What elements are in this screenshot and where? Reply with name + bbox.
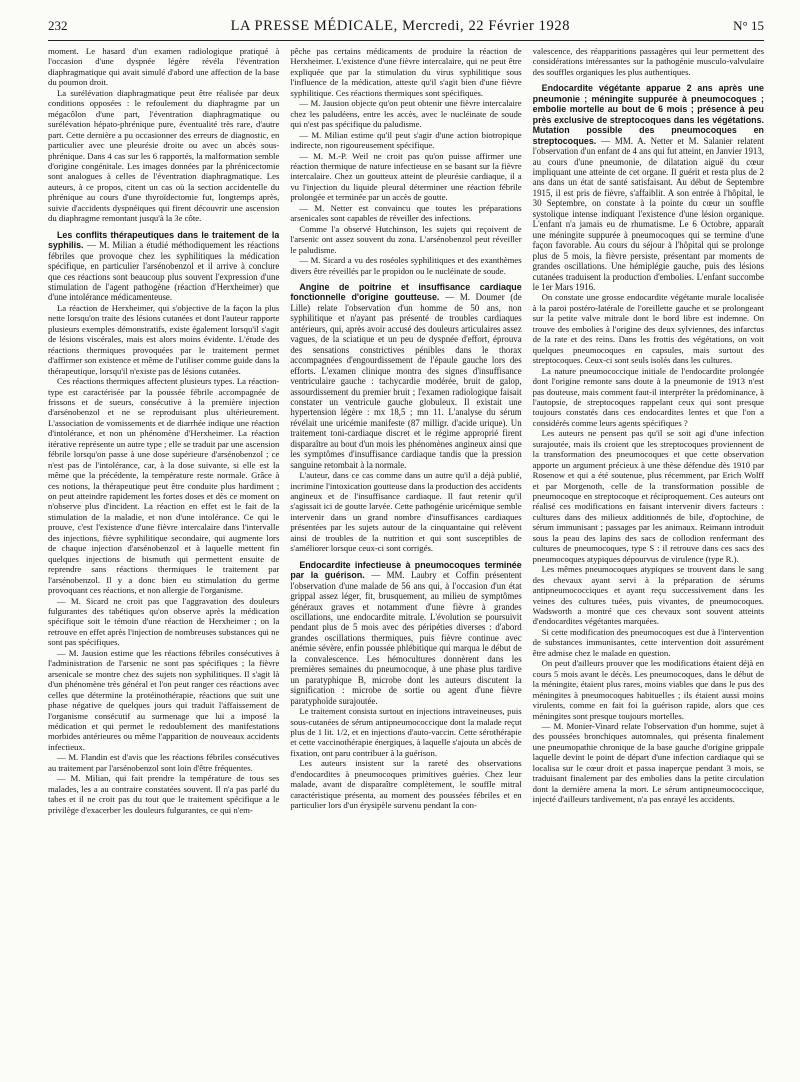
paragraph: Ces réactions thermiques affectent plusieurs types. La réaction-type est caractérisée par la poussée fébrile accompagnée de frissons et de sueurs, consécutive à la première injection d'arsénobenzol et ne se reproduisant plus ultérieurement. L'association de vomissements et de diarrhée indique une réaction d'intolérance, et non un phénomène d'Herxheimer. La réaction itérative représente un autre type ; elle se traduit par une ascension fébrile lorsqu'on passe à une dose supérieure d'arsénobenzol ; ce n'est pas de l'intolérance, car, à la dose suivante, si elle est la même que la précédente, la température reste normale. Grâce à ces notions, la thérapeutique peut être conduite plus hardiment ; on peut atteindre rapidement les fortes doses et dès ce moment on n'observe plus d'incident. La réaction en effet est le fait de la stimulation de la maladie, et non d'une intolérance. Ce qui le prouve, c'est l'existence d'une fièvre intercalaire dans l'intervalle des injections, fièvre syphilitique secondaire, qui augmente lors de chaque injection d'arsénobenzol et à laquelle mettent fin quelques injections de bismuth qui permettent ensuite de reprendre sans réactions thermiques le traitement par l'arsénobenzol. Il y a donc bien eu stimulation du germe provoquant ces réactions, et non allergie de l'organisme. xyxy=(48,376,280,596)
paragraph: — M. Monier-Vinard relate l'observation d'un homme, sujet à des poussées bronchiques automnales, qui présenta finalement une pneumopathie chronique de la base gauche d'origine grippale laquelle devint le point de départ d'une infection cardiaque qui se localisa sur le cœur droit et passa inaperçue pendant 3 mois, se traduisant finalement par des embolies dans la petite circulation dont la dernière amena la mort. Le sérum antipneumococcique, injecté d'ailleurs tardivement, n'a pas enrayé les accidents. xyxy=(532,721,764,805)
section-title: Les conflits thérapeutiques dans le traitement de la syphilis. xyxy=(48,229,280,251)
paragraph: L'auteur, dans ce cas comme dans un autre qu'il a déjà publié, incrimine l'intoxication goutteuse dans la production des accidents angineux et de l'insuffisance cardiaque. Il faut retenir qu'il s'agissait ici de goutte larvée. Cette pathogénie uricémique semble intervenir dans un grand nombre d'insuffisances cardiaques présentées par les sujets autour de la cinquantaine qui relèvent ainsi de troubles de la nutrition et qui sont susceptibles de s'améliorer lorsque ceux-ci sont corrigés. xyxy=(290,470,522,554)
paragraph: moment. Le hasard d'un examen radiologique pratiqué à l'occasion d'une dyspnée légère révéla l'éventration diaphragmatique qui avait simulé d'abord une affection de la base du poumon droit. xyxy=(48,46,280,88)
section-lead: — MM. Laubry et Coffin présentent l'observation d'une malade de 56 ans qui, à l'occasion d'un état grippal assez léger, fit, brusquement, au milieu de symptômes généraux graves et notamment d'une fièvre à grandes oscillations, une endocardite mitrale. L'évolution se poursuivit pendant plus de 5 mois avec des péripéties diverses : d'abord grandes oscillations thermiques, puis fièvre continue avec anémie sévère, enfin poussée phlébitique qui marqua le début de la convalescence. Les hémocultures donnèrent dans les premières semaines du pneumocoque, à une phase plus tardive un paratyphique B, microbe dont les auteurs discutent la signification : microbe de sortie ou agent d'une fièvre paratyphoïde surajoutée. xyxy=(290,570,522,706)
section-lead: — M. Milian a étudié méthodiquement les réactions fébriles que provoque chez les syphilitiques la médication spécifique, en particulier l'arsénobenzol et il arrive à conclure que ces réactions sont beaucoup plus souvent l'expression d'une stimulation de l'agent pathogène (réaction d'Herxheimer) que d'une intolérance médicamenteuse. xyxy=(48,240,280,303)
paragraph: Comme l'a observé Hutchinson, les sujets qui reçoivent de l'arsenic ont assez souvent du zona. L'arsénobenzol peut réveiller le paludisme. xyxy=(290,223,522,255)
paragraph: — M. Netter est convaincu que toutes les préparations arsenicales sont capables de réveiller des infections. xyxy=(290,202,522,224)
paragraph: La surélévation diaphragmatique peut être réalisée par deux conditions opposées : le refoulement du diaphragme par un mégacôlon d'une part, l'éventration diaphragmatique ou surélévation hépato-phrénique pure, éventualité très rare, d'autre part. Cette dernière a pu occasionner des erreurs de diagnostic, en particulier avec une pleurésie droite ou avec un abcès sous-phrénique. Dans 4 cas sur les 6 rapportés, la malformation semble d'origine congénitale. Les images données par la phrénicectomie sont analogues à celles de l'éventration diaphragmatique. Les auteurs, à ce propos, citent un cas où la section accidentelle du phrénique au cours d'une thyroïdectomie fut, longtemps après, suivie d'accidents dyspnéiques qui firent découvrir une ascension du diaphragme remontant jusqu'à la 3e côte. xyxy=(48,87,280,224)
paragraph: — M. Sicard a vu des roséoles syphilitiques et des exanthèmes divers être réveillés par le propidon ou le nucléinate de soude. xyxy=(290,255,522,276)
column-3 xyxy=(533,46,764,1070)
paragraph: On peut d'ailleurs prouver que les modifications étaient déjà en cours 5 mois avant le décès. Les pneumocoques, dans le début de la méningite, étaient plus rares, moins viables que dans le pus des méningites à pneumocoques habituelles ; ils étaient aussi moins virulents, comme en fait foi la guérison rapide, alors que ces méningites sont presque toujours mortelles. xyxy=(532,658,764,721)
paragraph: — M. Milian estime qu'il peut s'agir d'une action biotropique indirecte, non rigoureusement spécifique. xyxy=(290,129,522,151)
column-1 xyxy=(48,46,279,1070)
publication-title: LA PRESSE MÉDICALE, Mercredi, 22 Février 1928 xyxy=(230,18,571,34)
page-number: 232 xyxy=(48,18,68,33)
section-heading xyxy=(290,560,521,706)
paragraph: valescence, des réapparitions passagères qui leur permettent des considérations intéressantes sur la pathogénie musculo-valvulaire des souffles organiques les plus authentiques. xyxy=(532,46,764,77)
section-heading xyxy=(48,230,279,303)
paragraph: Le traitement consista surtout en injections intraveineuses, puis sous-cutanées de sérum antipneumococcique dont la malade reçut plus de 1 lit. 1/2, et en injections d'auto-vaccin. Cette sérothérapie et cette vaccinothérapie énergiques, à laquelle s'ajouta un abcès de fixation, ont paru contribuer à la guérison. xyxy=(290,706,522,758)
section-heading xyxy=(290,282,521,470)
paragraph: Si cette modification des pneumocoques est due à l'intervention de substances immunisantes, cette intervention doit assurément être admise chez le malade en question. xyxy=(532,626,764,658)
paragraph: Les auteurs ne pensent pas qu'il se soit agi d'une infection surajoutée, mais ils croient que les streptocoques proviennent de la transformation des pneumocoques et que cette observation apporte un argument précieux à une thèse défendue dès 1910 par Rosenow et qui a été soutenue, plus récemment, par Erich Wolff et par Morgenoth, celle de la transformation possible de pneumocoque en streptocoque et réciproquement. Ces auteurs ont réalisé ces modifications en faisant intervenir divers facteurs : cultures dans des milieux additionnés de bile, d'optochine, de sérum immunisant ; passages par les animaux. Reimann introduit sous la peau des lapins des sacs de collodion renfermant des cultures de pneumocoques, type S : il retrouve dans ces sacs des pneumocoques atypiques dépourvus de virulence (type R.). xyxy=(532,428,764,564)
paragraph: — M. Jausion objecte qu'on peut obtenir une fièvre intercalaire chez les paludéens, entre les accès, avec le nucléinate de soude qui n'est pas spécifique du paludisme. xyxy=(290,98,522,130)
paragraph: La réaction de Herxheimer, qui s'objective de la façon la plus nette lorsqu'on traite des lésions cutanées et dont l'auteur rapporte plusieurs exemples démonstratifs, existe également lorsqu'il s'agit de lésions viscérales, mais est alors moins évidente. L'étude des réactions thermiques provoquées par le traitement permet d'affirmer son existence et même de l'utiliser comme guide dans la thérapeutique, lorsqu'il n'existe pas de lésions cutanées. xyxy=(48,302,280,376)
paragraph: Les auteurs insistent sur la rareté des observations d'endocardites à pneumocoques primitives guéries. Chez leur malade, avant de disparaître complètement, le souffle mitral caractéristique présenta, au moment des poussées fébriles et en particulier lors d'un érysipèle survenu pendant la con- xyxy=(290,758,522,811)
paragraph: Les mêmes pneumocoques atypiques se trouvent dans le sang des chevaux ayant servi à la préparation de sérums antipneumococciques et ayant reçu successivement dans les veines des cultures tuées, puis vivantes, de pneumocoques. Wadsworth a montré que ces chevaux sont souvent atteints d'endocardites végétantes marquées. xyxy=(532,564,764,627)
section-title: Angine de poitrine et insuffisance cardiaque fonctionnelle d'origine goutteuse. xyxy=(290,281,522,303)
article-columns xyxy=(48,46,764,1070)
section-lead: — M. Doumer (de Lille) relate l'observation d'un homme de 50 ans, non syphilitique et n'ayant pas présenté de troubles cardiaques antérieurs, qui, après avoir accusé des douleurs articulaires assez vagues, de la sciatique et un peu de dyspnée d'effort, éprouva des sensations constrictives pénibles dans le thorax accompagnées d'engourdissement de l'épaule gauche lors des efforts. L'examen clinique montra des signes d'insuffisance ventriculaire gauche : tachycardie modérée, bruit de galop, assourdissement du premier bruit ; l'examen radiologique faisait constater un ventricule gauche globuleux. Il existait une hypertension légère : mx 18,5 ; mn 11. L'analyse du sérum révélait une uricémie manifeste (87 milligr. d'acide urique). Un traitement toni-cardiaque discret et le régime approprié firent disparaître au bout d'un mois les phénomènes angineux ainsi que les symptômes d'insuffisance cardiaque tandis que la pression sanguine retombait à la normale. xyxy=(290,292,522,470)
paragraph: — M. Milian, qui fait prendre la température de tous ses malades, les a au contraire constatées souvent. Il n'a pas parlé du tabes et il ne croit pas du tout que le traitement spécifique a le privilège d'exacerber les douleurs fulgurantes, ce qui n'em- xyxy=(48,773,280,815)
issue-number: N° 15 xyxy=(733,18,764,33)
page-header xyxy=(48,18,764,41)
column-2 xyxy=(290,46,521,1070)
paragraph: — M. M.-P. Weil ne croit pas qu'on puisse affirmer une réaction thermique de nature infectieuse en se basant sur la fièvre intercalaire. Chez un goutteux atteint de pleurésie cardiaque, il a vu l'injection du liquide pleural déterminer une réaction fébrile prolongée et terminée par un accès de goutte. xyxy=(290,150,522,203)
paragraph: On constate une grosse endocardite végétante murale localisée à la paroi postéro-latérale de l'oreillette gauche et se prolongeant sur la petite valve mitrale dont le bord libre est indemne. On trouve des embolies à l'origine des deux sylviennes, des infarctus de la rate et des reins. Dans les frottis des végétations, on voit quelques pneumocoques en capsules, mais surtout des streptocoques. Ceux-ci sont seuls isolés dans les cultures. xyxy=(532,292,764,366)
paragraph: — M. Jausion estime que les réactions fébriles consécutives à l'administration de l'arsenic ne sont pas spécifiques ; la fièvre arsenicale se montre chez des sujets non syphilitiques. Il s'agit là d'un phénomène très général et l'on peut ranger ces réactions avec celles que détermine la protéinothérapie, réactions que suit une phase négative de quelques jours qui traduit l'affaissement de l'organisme consécutif au surmenage que lui a imposé la médication et qui permet le redoublement des manifestations morbides antérieures ou même l'apparition de nouveaux accidents infectieux. xyxy=(48,647,280,752)
section-title: Endocardite infectieuse à pneumocoques terminée par la guérison. xyxy=(290,559,522,581)
section-title: Endocardite végétante apparue 2 ans après une pneumonie ; méningite suppurée à pneumocoques ; embolie mortelle au bout de 6 mois ; présence à peu près exclusive de streptocoques dans les végétations. Mutation possible des pneumocoques en streptocoques. xyxy=(532,83,764,146)
paragraph: — M. Sicard ne croit pas que l'aggravation des douleurs fulgurantes des tabétiques qu'on observe après la médication spécifique soit le témoin d'une réaction de Herxheimer ; on la retrouve en effet après l'injection de nombreuses substances qui ne sont pas spécifiques. xyxy=(48,595,280,648)
paragraph: La nature pneumococcique initiale de l'endocardite prolongée dont l'origine remonte sans doute à la pneumonie de 1913 n'est pas douteuse, mais comment faut-il interpréter la prédominance, à l'autopsie, de streptocoques rappelant ceux qui sont presque toujours constatés dans ces endocardites lentes et que l'on a considérés comme leurs agents spécifiques ? xyxy=(532,365,764,428)
paragraph: — M. Flandin est d'avis que les réactions fébriles consécutives au traitement par l'arsénobenzol sont loin d'être fréquentes. xyxy=(48,752,280,773)
section-heading xyxy=(533,83,764,292)
paragraph: pêche pas certains médicaments de produire la réaction de Herxheimer. L'existence d'une fièvre intercalaire, qui ne peut être expliquée que par la stimulation du virus syphilitique sous l'influence de la médication, atteste qu'il s'agit bien d'une fièvre syphilitique. Ces réactions thermiques sont spécifiques. xyxy=(290,46,522,98)
section-lead: — MM. A. Netter et M. Salanier relatent l'observation d'un enfant de 4 ans qui fut atteint, en Janvier 1913, au cours d'une pneumonie, de dilatation aiguë du cœur impliquant une atteinte de cet organe. Il guérit et resta plus de 2 ans dans un état de santé satisfaisant. Au début de Septembre 1915, il est pris de fièvre, s'affaiblit. A son entrée à l'hôpital, le 30 Septembre, on constate à la pointe du cœur un souffle systolique intense indiquant l'existence d'une lésion organique. L'enfant n'a jamais eu de rhumatisme. Le 6 Octobre, apparaît une méningite suppurée à pneumocoques qui se termine d'une façon favorable. Au cours du séjour à l'hôpital qui se prolonge plus de 5 mois, la fièvre persiste, présentant par moments de grandes oscillations. Une hémiplégie gauche, puis des lésions cutanées traduisent la production d'embolies. L'enfant succombe le 1er Mars 1916. xyxy=(532,135,764,292)
